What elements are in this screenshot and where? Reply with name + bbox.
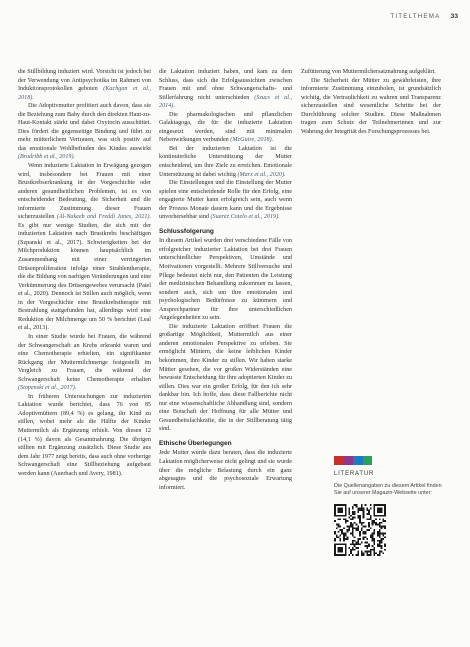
text-column-1 xyxy=(18,68,151,478)
paragraph: Die induzierte Laktation eröffnet Frauen die großartige Möglichkeit, Muttermilch aus einer anderen emotionalen Perspektive zu erleben. Sie ermöglicht Müttern, die keine leiblichen Kinder bekommen, ihre Kinder zu stillen. Wir haben starke Mütter gesehen, die vor großen Widerständen eine bewusste Entscheidung für ihre adoptierten Kinder zu stillen. Dies war ein großer Erfolg, für den ich sehr dankbar bin. Ich hoffe, dass diese Fallberichte nicht nur eine wissenschaftliche Abhandlung sind, sondern eine Botschaft der Hoffnung für alle Mütter und Gesundheitsfachkräfte, die in der Stillberatung tätig sind. xyxy=(159,323,292,433)
section-heading: Ethische Überlegungen xyxy=(159,439,232,447)
paragraph: Die Einstellungen und die Einstellung der Mutter spielen eine entscheidende Rolle für den Erfolg, eine engagierte Mutter kann erfolgreich sein, auch wenn der Prozess Monate dauern kann und die Ergebnisse unvorhersehbar sind (Suarez Cotelo et al., 2019). xyxy=(159,180,292,221)
paragraph: In früheren Untersuchungen zur induzierten Laktation wurde berichtet, dass 76 von 85 Adoptivmüttern (89,4 %) es gelang, ihr Kind zu stillen, wobei mehr als die Hälfte der Kinder Muttermilch als Ergänzung erhielt. Von diesen 12 (14,1 %) davon als Gesamtnahrung. Die übrigen stillten mit Ergänzung zusätzlich. Diese Studie aus dem Jahr 1977 zeigt bereits, dass auch ohne vorherige Schwangerschaft eine Stillbeziehung aufgebaut werden kann (Auerbach und Avery, 1981). xyxy=(18,393,151,477)
citation: (Stopenski et al., 2017). xyxy=(18,385,77,392)
color-swatch xyxy=(363,456,373,465)
citation: (Suarez Cotelo et al., 2019). xyxy=(210,214,280,221)
section-title: TITELTHEMA xyxy=(390,12,441,20)
paragraph: die Stillbildung induziert wird. Vorsicht ist jedoch bei der Verwendung von Antipsychotika im Rahmen von Induktionsprotokollen geboten (Kachgan et al., 2018). xyxy=(18,69,151,101)
citation: (Brodribb et al., 2019). xyxy=(18,154,76,161)
paragraph: die Laktation induziert haben, und kam zu dem Schluss, dass sich die Erfolgsaussichten zwischen Frauen mit und ohne Schwangerschafts- und Stillerfahrung nicht unterschieden (Szucs et al., 2014). xyxy=(159,69,293,110)
paragraph: Zufütterung von Muttermilchersatznahrung aufgeklärt. xyxy=(301,69,436,75)
color-swatch xyxy=(334,456,344,465)
paragraph: Die pharmakologischen und pflanzlichen Galaktagoga, die für die induzierte Laktation eingesetzt werden, sind mit minimalen Nebenwirkungen verbunden (McGuire, 2018). xyxy=(159,111,292,144)
literature-box xyxy=(334,456,444,556)
color-swatch xyxy=(353,456,363,465)
page-header xyxy=(390,9,458,23)
color-swatch xyxy=(344,456,354,465)
literature-title: LITERATUR xyxy=(334,471,375,477)
paragraph: Die Adoptivmutter profitiert auch davon, dass sie die Beziehung zum Baby durch den direkten Haut-zu-Haut-Kontakt stärkt und dabei Oxytocin ausschüttet. Dies fördert die gegenseitige Bindung und führt zu mehr mütterlichem Vertrauen, was sich positiv auf das emotionale Wohlbefinden des Kindes auswirkt (Brodribb et al., 2019). xyxy=(18,103,151,161)
color-bar xyxy=(334,456,372,465)
paragraph: Jede Mutter wurde dazu beraten, dass die induzierte Laktation möglicherweise nicht gelingt und sie wurde über die mögliche Belastung durch ein ganz abgesagtes und die psychosoziale Erwartung informiert. xyxy=(159,450,292,491)
literature-text: Die Quellenangaben zu diesem Artikel finden Sie auf unserer Magazin-Webseite unter: xyxy=(334,483,442,497)
paragraph: In einer Studie wurde bei Frauen, die während der Schwangerschaft an Krebs erkrankt waren und eine Chemotherapie erhielten, ein signifikanter Rückgang der Muttermilchmenge festgestellt im Vergleich zu Frauen, die während der Schwangerschaft keine Chemotherapie erhalten (Stopenski et al., 2017). xyxy=(18,333,151,392)
citation: (McGuire, 2018). xyxy=(230,137,274,144)
text-column-3 xyxy=(301,68,441,136)
section-heading: Schlussfolgerung xyxy=(159,227,214,235)
citation: (Szucs et al., 2014). xyxy=(159,94,293,110)
citation: (Marx et al., 2020). xyxy=(237,171,286,178)
paragraph: Wenn induzierte Laktation in Erwägung gezogen wird, insbesondere bei Frauen mit einer Brustkrebserkrankung in der Vorgeschichte oder anderen gesundheitlichen Problemen, ist es von entscheidender Bedeutung, die Sicherheit und die informierte Zustimmung dieser Frauen sicherzustellen (Al-Nakeeb and Freddi Janes, 2021). Es gibt nur wenige Studien, die sich mit der induzierten Laktation nach Brustkrebs beschäftigen (Szpanski et al., 2017). Schwierigkeiten bei der Milchproduktion können hauptsächlich im Zusammenhang mit einer verringerten Drüsenproliferation infolge einer Strahlentherapie, die die Bildung von narbigen Veränderungen und eine Verkümmerung des Drüsengewebes verursacht (Patel et al., 2020). Dennoch ist Stillen auch möglich, wenn in der Vorgeschichte eine Brustkrebstherapie mit Bestrahlung stattgefunden hat, allerdings wird eine Reduktion der Milchmenge um 50 % berichtet (Leal et al., 2013). xyxy=(18,163,151,332)
citation: (Kachgan et al., 2018). xyxy=(18,86,151,101)
paragraph: Bei der induzierten Laktation ist die kontinuierliche Unterstützung der Mutter entscheidend, um ihre Ziele zu erreichen. Emotionale Unterstützung ist dabei wichtig (Marx et al., 2020). xyxy=(159,145,292,178)
paragraph: Die Sicherheit der Mütter zu gewährleisten, ihre informierte Zustimmung einzuholen, ist grundsätzlich wichtig, die Vertraulichkeit zu wahren und Transparenz sicherzustellen sind wesentliche Schritte bei der Durchführung solcher Studien. Diese Maßnahmen tragen zum Schutz der Teilnehmerinnen und zur Wahrung der Integrität des Forschungsprozesses bei. xyxy=(301,77,441,135)
qr-code-icon[interactable] xyxy=(334,504,386,556)
page-number: 33 xyxy=(450,12,458,20)
paragraph: In diesem Artikel wurden drei verschiedene Fälle von erfolgreicher induzierter Laktation bei drei Frauen unterschiedlicher Perspektiven, Umstände und Motivationen vorgestellt. Mehrere Stillversuche und Pflege bedeutet nicht nur, den Patienten die Leistung der medizinischen Behandlung zukommen zu lassen, sondern auch, sich um ihre emotionalen und psychologischen Bedürfnisse zu kümmern und Ansprechpartner für ihre unterschiedlichen Angelegenheiten zu sein. xyxy=(159,238,292,322)
citation: (Al-Nakeeb and Freddi Janes, 2021). xyxy=(56,214,151,221)
text-column-2 xyxy=(159,68,292,492)
